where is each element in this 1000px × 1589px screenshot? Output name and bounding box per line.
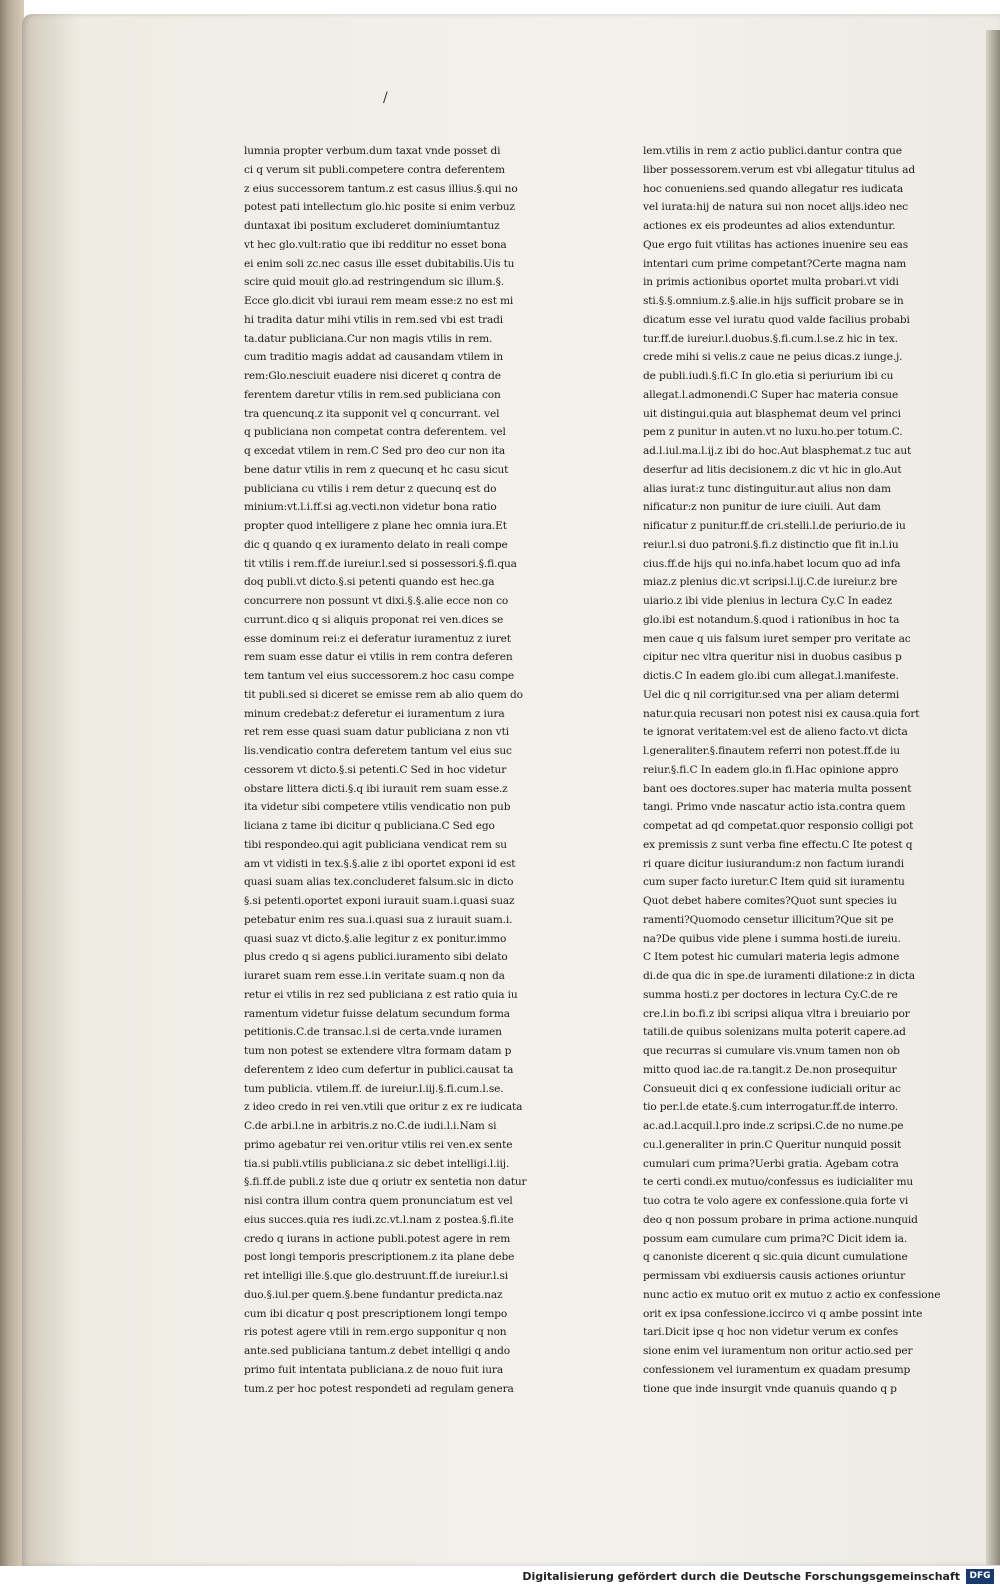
text-line: tione que inde insurgit vnde quanuis quando q p — [643, 1382, 897, 1395]
text-line: uit distingui.quia aut blasphemat deum vel princi — [643, 407, 901, 420]
text-line: obstare littera dicti.§.q ibi iurauit rem suam esse.z — [244, 782, 508, 795]
text-line: primo fuit intentata publiciana.z de nouo fuit iura — [244, 1363, 503, 1376]
text-line: uiario.z ibi vide plenius in lectura Cy.C In eadez — [643, 595, 893, 607]
text-line: primo agebatur rei ven.oritur vtilis rei ven.ex sente — [244, 1138, 513, 1151]
text-line: tuo cotra te volo agere ex confessione.quia forte vi — [643, 1195, 909, 1207]
text-line: ex premissis z sunt verba fine effectu.C Ite potest q — [643, 838, 913, 851]
text-line: cum ibi dicatur q post prescriptionem longi tempo — [244, 1307, 508, 1320]
text-line: confessionem vel iuramentum ex quadam presump — [643, 1363, 911, 1376]
text-line: petitionis.C.de transac.l.si de certa.vnde iuramen — [244, 1026, 502, 1039]
text-line: cipitur nec vltra queritur nisi in duobus casibus p — [643, 651, 902, 664]
text-line: tum publicia. vtilem.ff. de iureiur.l.iij.§.fi.cum.l.se. — [244, 1082, 504, 1095]
text-line: ante.sed publiciana tantum.z debet intelligi q ando — [244, 1345, 510, 1357]
text-line: C.de arbi.l.ne in arbitris.z no.C.de iudi.l.i.Nam si — [244, 1120, 497, 1132]
text-line: na?De quibus vide plene i summa hosti.de iureiu. — [643, 932, 901, 945]
text-line: tari.Dicit ipse q hoc non videtur verum ex confes — [643, 1326, 899, 1339]
text-line: dictis.C In eadem glo.ibi cum allegat.l.manifeste. — [643, 670, 899, 682]
text-line: ramenti?Quomodo censetur illicitum?Que sit pe — [643, 913, 894, 926]
text-line: glo.ibi est notandum.§.quod i rationibus in hoc ta — [643, 613, 900, 626]
text-line: actiones ex eis prodeuntes ad alios extenduntur. — [643, 220, 896, 232]
book-spine-edge — [0, 0, 24, 1566]
text-line: eius succes.quia res iudi.zc.vt.l.nam z postea.§.fi.ite — [244, 1213, 514, 1226]
text-line: liciana z tame ibi dicitur q publiciana.C Sed ego — [244, 820, 495, 832]
text-line: bene datur vtilis in rem z quecunq et hc casu sicut — [244, 463, 509, 476]
text-line: tra quencunq.z ita supponit vel q concurrant. vel — [244, 407, 500, 420]
left-text-column — [244, 142, 574, 1398]
text-line: te certi condi.ex mutuo/confessus es iudicialiter mu — [643, 1176, 914, 1189]
text-line: rem:Glo.nesciuit euadere nisi diceret q contra de — [244, 370, 501, 382]
text-line: ri quare dicitur iusiurandum:z non factum iurandi — [643, 857, 904, 870]
dfg-logo: DFG — [966, 1569, 994, 1584]
text-line: §.si petenti.oportet exponi iurauit suam.i.quasi suaz — [244, 895, 515, 907]
text-line: di.de qua dic in spe.de iuramenti dilatione:z in dicta — [643, 970, 915, 982]
text-line: ad.l.iul.ma.l.ij.z ibi do hoc.Aut blasphemat.z tuc aut — [643, 445, 912, 457]
text-line: Consueuit dici q ex confessione iudiciali oritur ac — [643, 1082, 901, 1095]
text-line: lem.vtilis in rem z actio publici.dantur contra que — [643, 145, 902, 157]
text-line: hi tradita datur mihi vtilis in rem.sed vbi est tradi — [244, 313, 504, 326]
text-line: cum traditio magis addat ad causandam vtilem in — [244, 351, 504, 364]
text-line: te ignorat veritatem:vel est de alieno facto.vt dicta — [643, 726, 908, 739]
text-line: possum eam cumulare cum prima?C Dicit idem ia. — [643, 1232, 908, 1245]
text-line: q publiciana non competat contra deferentem. vel — [244, 426, 506, 439]
text-line: C Item potest hic cumulari materia legis admone — [643, 951, 900, 964]
text-line: tia.si publi.vtilis publiciana.z sic debet intelligi.l.iij. — [244, 1157, 510, 1170]
text-line: allegat.l.admonendi.C Super hac materia consue — [643, 388, 899, 401]
text-line: tit publi.sed si diceret se emisse rem ab alio quem do — [244, 688, 523, 701]
text-line: que recurras si cumulare vis.vnum tamen non ob — [643, 1045, 900, 1057]
text-line: intentari cum prime competant?Certe magna nam — [643, 257, 907, 270]
text-line: minum credebat:z deferetur ei iuramentum z iura — [244, 707, 505, 720]
text-line: hoc conueniens.sed quando allegatur res iudicata — [643, 182, 904, 195]
text-line: scire quid mouit glo.ad restringendum sic illum.§. — [244, 276, 504, 289]
text-line: ei enim soli zc.nec casus ille esset dubitabilis.Uis tu — [244, 257, 515, 270]
text-line: permissam vbi exdiuersis causis actiones oriuntur — [643, 1270, 906, 1282]
text-line: concurrere non possunt vt dixi.§.§.alie ecce non co — [244, 595, 509, 607]
text-line: nisi contra illum contra quem pronunciatum est vel — [244, 1195, 513, 1207]
text-line: lumnia propter verbum.dum taxat vnde posset di — [244, 145, 501, 157]
text-line: tem tantum vel eius successorem.z hoc casu compe — [244, 670, 515, 682]
text-line: ita videtur sibi competere vtilis vendicatio non pub — [244, 801, 511, 814]
text-line: cumulari cum prima?Uerbi gratia. Agebam cotra — [643, 1157, 899, 1170]
text-line: dicatum esse vel iuratu quod valde facilius probabi — [643, 313, 910, 326]
text-line: tum non potest se extendere vltra formam datam p — [244, 1045, 512, 1057]
text-line: Que ergo fuit vtilitas has actiones inuenire seu eas — [643, 238, 908, 251]
text-line: nunc actio ex mutuo orit ex mutuo z actio ex confessione — [643, 1288, 941, 1301]
text-line: tur.ff.de iureiur.l.duobus.§.fi.cum.l.se.z hic in tex. — [643, 332, 898, 345]
text-line: men caue q uis falsum iuret semper pro veritate ac — [643, 632, 911, 645]
text-line: currunt.dico q si aliquis proponat rei ven.dices se — [244, 613, 504, 626]
text-line: l.generaliter.§.finautem referri non potest.ff.de iu — [643, 745, 900, 757]
text-line: cre.l.in bo.fi.z ibi scripsi aliqua vltra i breuiario por — [643, 1007, 910, 1020]
text-line: petebatur enim res sua.i.quasi sua z iurauit suam.i. — [244, 913, 513, 926]
text-line: q excedat vtilem in rem.C Sed pro deo cur non ita — [244, 445, 506, 457]
text-line: z eius successorem tantum.z est casus illius.§.qui no — [244, 182, 518, 195]
stray-mark: / — [383, 90, 388, 106]
text-line: §.fi.ff.de publi.z iste due q oriutr ex sentetia non datur — [244, 1176, 527, 1189]
text-line: propter quod intelligere z plane hec omnia iura.Et — [244, 520, 507, 532]
text-line: miaz.z plenius dic.vt scripsi.l.ij.C.de iureiur.z bre — [643, 576, 898, 589]
text-line: dic q quando q ex iuramento delato in reali compe — [244, 538, 508, 551]
text-line: duntaxat ibi positum excluderet dominiumtantuz — [244, 220, 500, 232]
text-line: am vt vidisti in tex.§.§.alie z ibi oportet exponi id est — [244, 857, 516, 870]
text-line: lis.vendicatio contra deferetem tantum vel eius suc — [244, 745, 512, 757]
text-line: cessorem vt dicto.§.si petenti.C Sed in hoc videtur — [244, 763, 507, 776]
right-text-column — [643, 142, 955, 1398]
text-line: cius.ff.de hijs qui no.infa.habet locum quo ad infa — [643, 557, 901, 570]
text-line: vt hec glo.vult:ratio que ibi redditur no esset bona — [244, 238, 507, 251]
text-line: competat ad qd competat.quor responsio colligi pot — [643, 820, 914, 832]
text-line: z ideo credo in rei ven.vtili que oritur z ex re iudicata — [244, 1101, 523, 1114]
text-line: q canoniste dicerent q sic.quia dicunt cumulatione — [643, 1251, 908, 1264]
text-line: plus credo q si agens publici.iuramento sibi delato — [244, 951, 508, 964]
text-line: minium:vt.l.i.ff.si ag.vecti.non videtur bona ratio — [244, 501, 497, 514]
text-line: liber possessorem.verum est vbi allegatur titulus ad — [643, 163, 915, 176]
text-line: duo.§.iul.per quem.§.bene fundantur predicta.naz — [244, 1288, 503, 1301]
text-line: orit ex ipsa confessione.iccirco vi q ambe possint inte — [643, 1307, 923, 1320]
text-line: crede mihi si velis.z caue ne peius dicas.z iunge.j. — [643, 351, 903, 364]
text-line: ac.ad.l.acquil.l.pro inde.z scripsi.C.de no nume.pe — [643, 1120, 904, 1132]
text-line: post longi temporis prescriptionem.z ita plane debe — [244, 1251, 515, 1264]
text-line: quasi suam alias tex.concluderet falsum.sic in dicto — [244, 876, 514, 889]
text-line: nificatur z punitur.ff.de cri.stelli.l.de periurio.de iu — [643, 520, 906, 532]
text-line: doq publi.vt dicto.§.si petenti quando est hec.ga — [244, 576, 495, 589]
text-line: iuraret suam rem esse.i.in veritate suam.q non da — [244, 970, 505, 982]
text-line: in primis actionibus oportet multa probari.vt vidi — [643, 276, 899, 289]
text-line: summa hosti.z per doctores in lectura Cy.C.de re — [643, 988, 898, 1001]
text-line: Uel dic q nil corrigitur.sed vna per aliam determi — [643, 688, 900, 701]
text-line: esse dominum rei:z ei deferatur iuramentuz z iuret — [244, 632, 511, 645]
text-line: nificatur:z non punitur de iure ciuili. Aut dam — [643, 501, 881, 514]
text-line: reiur.l.si duo patroni.§.fi.z distinctio que fit in.l.iu — [643, 538, 899, 551]
text-line: deferentem z ideo cum defertur in publici.causat ta — [244, 1063, 514, 1076]
text-line: Ecce glo.dicit vbi iuraui rem meam esse:z no est mi — [244, 295, 514, 307]
text-line: potest pati intellectum glo.hic posite si enim verbuz — [244, 201, 515, 214]
text-line: ret intelligi ille.§.que glo.destruunt.ff.de iureiur.l.si — [244, 1270, 509, 1282]
text-line: cum super facto iuretur.C Item quid sit iuramentu — [643, 876, 905, 889]
text-line: quasi suaz vt dicto.§.alie legitur z ex ponitur.immo — [244, 932, 507, 945]
text-line: sione enim vel iuramentum non oritur actio.sed per — [643, 1345, 913, 1357]
text-line: vel iurata:hij de natura sui non nocet alijs.ideo nec — [643, 201, 908, 214]
text-line: tit vtilis i rem.ff.de iureiur.l.sed si possessori.§.fi.qua — [244, 557, 517, 570]
text-line: rem suam esse datur ei vtilis in rem contra deferen — [244, 651, 513, 664]
text-line: ta.datur publiciana.Cur non magis vtilis in rem. — [244, 332, 493, 345]
text-line: reiur.§.fi.C In eadem glo.in fi.Hac opinione appro — [643, 763, 899, 776]
funding-credit: Digitalisierung gefördert durch die Deutsche Forschungsgemeinschaft — [522, 1570, 960, 1583]
footer-bar — [0, 1566, 1000, 1589]
text-line: cu.l.generaliter in prin.C Queritur nunquid possit — [643, 1138, 902, 1151]
text-line: ferentem daretur vtilis in rem.sed publiciana con — [244, 388, 501, 401]
text-line: sti.§.§.omnium.z.§.alie.in hijs sufficit probare se in — [643, 295, 904, 307]
text-line: tangi. Primo vnde nascatur actio ista.contra quem — [643, 801, 906, 814]
text-line: alias iurat:z tunc distinguitur.aut alius non dam — [643, 482, 891, 495]
text-line: retur ei vtilis in rez sed publiciana z est ratio quia iu — [244, 988, 518, 1001]
text-line: mitto quod iac.de ra.tangit.z De.non prosequitur — [643, 1063, 897, 1076]
text-line: ret rem esse quasi suam datur publiciana z non vti — [244, 726, 509, 739]
text-line: ramentum videtur fuisse delatum secundum forma — [244, 1007, 510, 1020]
text-line: bant oes doctores.super hac materia multa possent — [643, 782, 912, 795]
text-line: pem z punitur in auten.vt no luxu.ho.per totum.C. — [643, 426, 903, 439]
text-line: publiciana cu vtilis i rem detur z quecunq est do — [244, 482, 497, 495]
text-line: tio per.l.de etate.§.cum interrogatur.ff.de interro. — [643, 1101, 899, 1114]
text-line: tatili.de quibus solenizans multa poterit capere.ad — [643, 1026, 906, 1039]
text-line: de publi.iudi.§.fi.C In glo.etia si periurium ibi cu — [643, 370, 894, 382]
text-line: ci q verum sit publi.competere contra deferentem — [244, 163, 505, 176]
text-line: deserfur ad litis decisionem.z dic vt hic in glo.Aut — [643, 463, 902, 476]
text-line: tibi respondeo.qui agit publiciana vendicat rem su — [244, 838, 507, 851]
text-line: ris potest agere vtili in rem.ergo supponitur q non — [244, 1326, 507, 1339]
text-line: deo q non possum probare in prima actione.nunquid — [643, 1213, 918, 1226]
text-line: Quot debet habere comites?Quot sunt species iu — [643, 895, 897, 907]
text-line: tum.z per hoc potest respondeti ad regulam genera — [244, 1382, 514, 1395]
right-page-edge — [986, 30, 1000, 1565]
text-line: natur.quia recusari non potest nisi ex causa.quia fort — [643, 707, 920, 720]
text-line: credo q iurans in actione publi.potest agere in rem — [244, 1232, 511, 1245]
